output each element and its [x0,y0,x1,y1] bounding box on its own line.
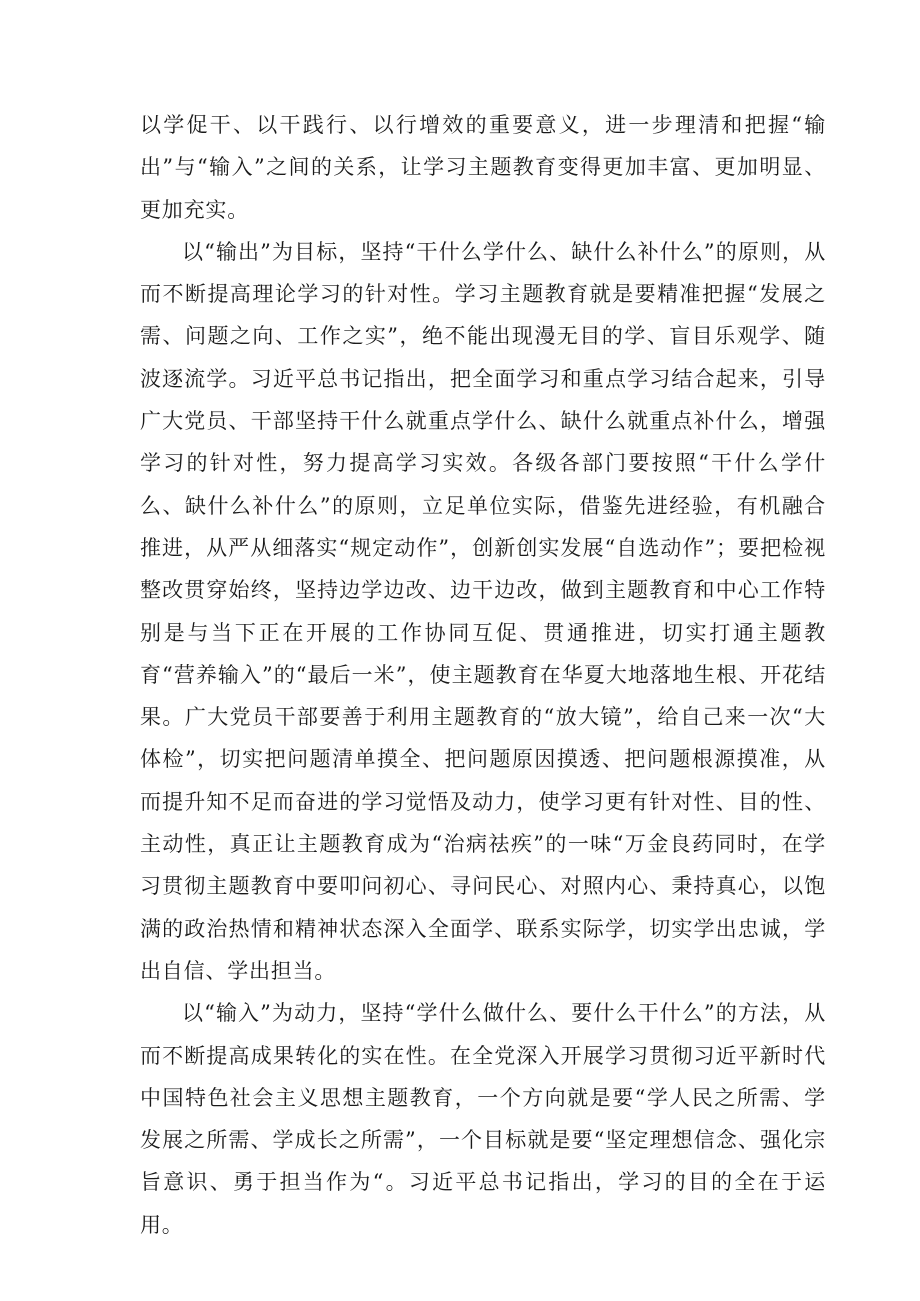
document-body [140,104,826,1246]
paragraph-3: 以“输入”为动力，坚持“学什么做什么、要什么干什么”的方法，从而不断提高成果转化的实在性。在全党深入开展学习贯彻习近平新时代中国特色社会主义思想主题教育，一个方向就是要“学人民之所需、学发展之所需、学成长之所需”，一个目标就是要“坚定理想信念、强化宗旨意识、勇于担当作为“。习近平总书记指出，学习的目的全在于运用。 [140,1001,826,1237]
paragraph-1: 以学促干、以干践行、以行增效的重要意义，进一步理清和把握“输出”与“输入”之间的关系，让学习主题教育变得更加丰富、更加明显、更加充实。 [140,113,826,222]
paragraph-2: 以“输出”为目标，坚持“干什么学什么、缺什么补什么”的原则，从而不断提高理论学习的针对性。学习主题教育就是要精准把握“发展之需、问题之向、工作之实”，绝不能出现漫无目的学、盲目乐观学、随波逐流学。习近平总书记指出，把全面学习和重点学习结合起来，引导广大党员、干部坚持干什么就重点学什么、缺什么就重点补什么，增强学习的针对性，努力提高学习实效。各级各部门要按照“干什么学什么、缺什么补什么”的原则，立足单位实际，借鉴先进经验，有机融合推进，从严从细落实“规定动作”，创新创实发展“自选动作”；要把检视整改贯穿始终，坚持边学边改、边干边改，做到主题教育和中心工作特别是与当下正在开展的工作协同互促、贯通推进，切实打通主题教育“营养输入”的“最后一米”，使主题教育在华夏大地落地生根、开花结果。广大党员干部要善于利用主题教育的“放大镜”，给自己来一次“大体检”，切实把问题清单摸全、把问题原因摸透、把问题根源摸准，从而提升知不足而奋进的学习觉悟及动力，使学习更有针对性、目的性、主动性，真正让主题教育成为“治病祛疾”的一味“万金良药同时，在学习贯彻主题教育中要叩问初心、寻问民心、对照内心、秉持真心，以饱满的政治热情和精神状态深入全面学、联系实际学，切实学出忠诚，学出自信、学出担当。 [140,239,826,983]
